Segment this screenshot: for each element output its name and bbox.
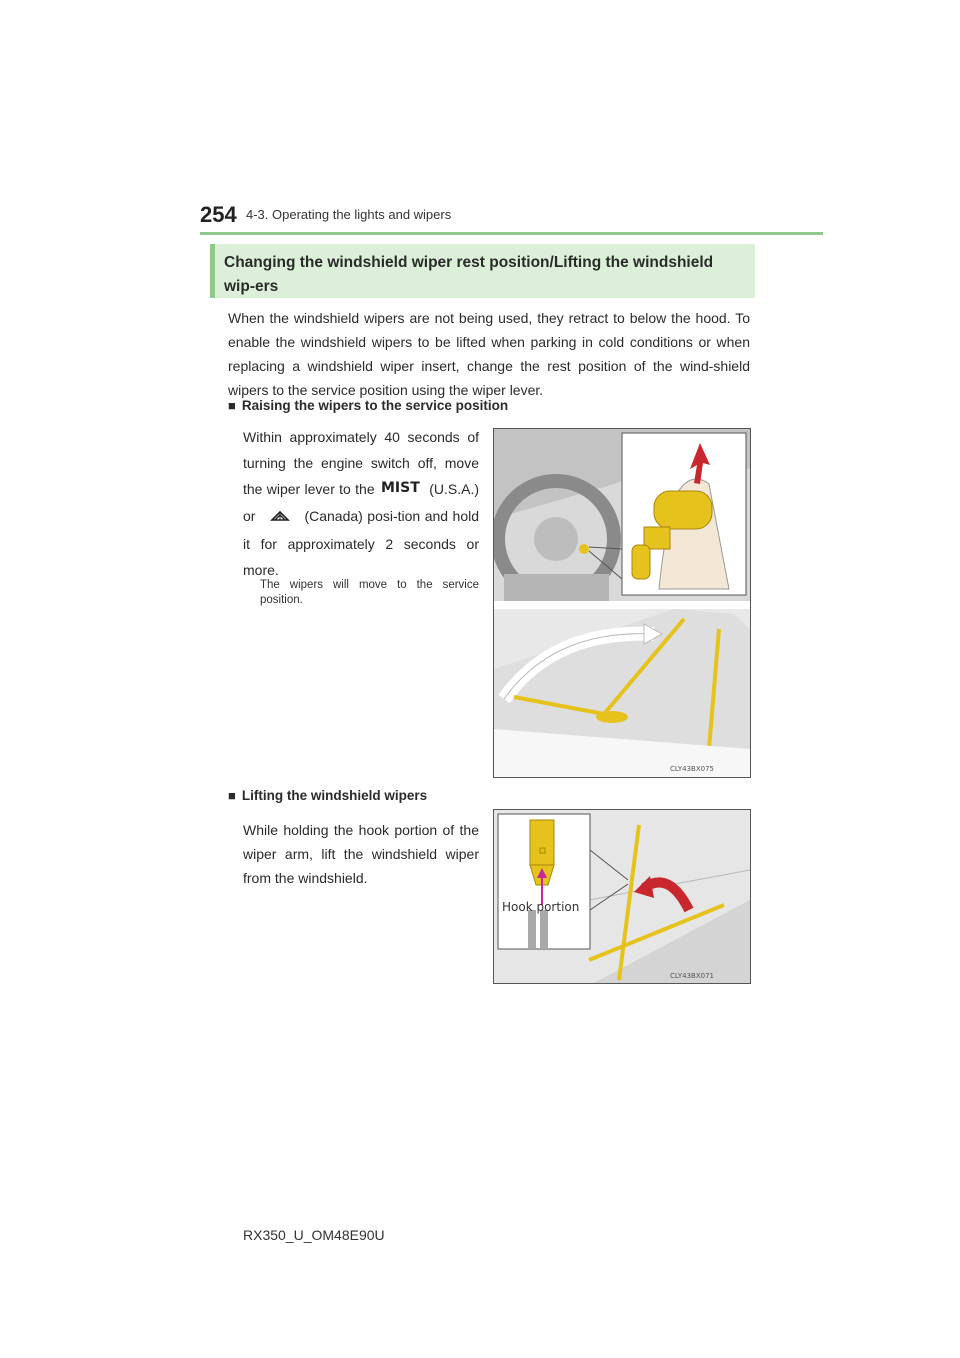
page-number: 254 bbox=[200, 202, 237, 227]
service-position-figure bbox=[493, 428, 751, 778]
raise-text-1: Within approximately 40 seconds of turning the engine switch off, move the wiper lever to the bbox=[243, 429, 479, 497]
raise-heading-text: Raising the wipers to the service position bbox=[241, 398, 509, 413]
raise-heading bbox=[228, 398, 508, 413]
square-bullet-icon: ■ bbox=[228, 788, 236, 803]
figure-code-1: CLY43BX075 bbox=[670, 765, 714, 773]
raise-text-2: (U.S.A.) or bbox=[243, 481, 480, 525]
hook-portion-label: Hook portion bbox=[502, 900, 580, 914]
hook-portion-figure bbox=[493, 809, 751, 984]
raise-text-3: (Canada) posi-tion and hold it for approximately 2 seconds or more. bbox=[243, 508, 480, 578]
running-header: 4-3. Operating the lights and wipers bbox=[246, 207, 452, 222]
raise-note: The wipers will move to the service position. bbox=[260, 579, 479, 606]
section-heading-box bbox=[210, 244, 755, 298]
mist-icon-label: MIST bbox=[380, 480, 420, 496]
footer-doc-id: RX350_U_OM48E90U bbox=[243, 1227, 385, 1243]
mist-icon bbox=[379, 477, 425, 503]
intro-paragraph: When the windshield wipers are not being used, they retract to below the hood. To enable the windshield wipers to be lifted when parking in cold conditions or when replacing a windshield wiper insert, change the rest position of the wind-shield wipers to the service position using the wiper lever. bbox=[228, 310, 750, 398]
square-bullet-icon: ■ bbox=[228, 398, 236, 413]
lift-heading-text: Lifting the windshield wipers bbox=[241, 788, 428, 803]
raise-instructions bbox=[243, 424, 479, 583]
lift-heading bbox=[228, 788, 427, 803]
lift-instructions: While holding the hook portion of the wiper arm, lift the windshield wiper from the windshield. bbox=[243, 822, 479, 886]
header-rule bbox=[200, 232, 823, 235]
mist-wiper-symbol-icon bbox=[260, 505, 300, 531]
section-heading: Changing the windshield wiper rest position/Lifting the windshield wip-ers bbox=[224, 254, 714, 295]
figure-code-2: CLY43BX071 bbox=[670, 972, 714, 980]
